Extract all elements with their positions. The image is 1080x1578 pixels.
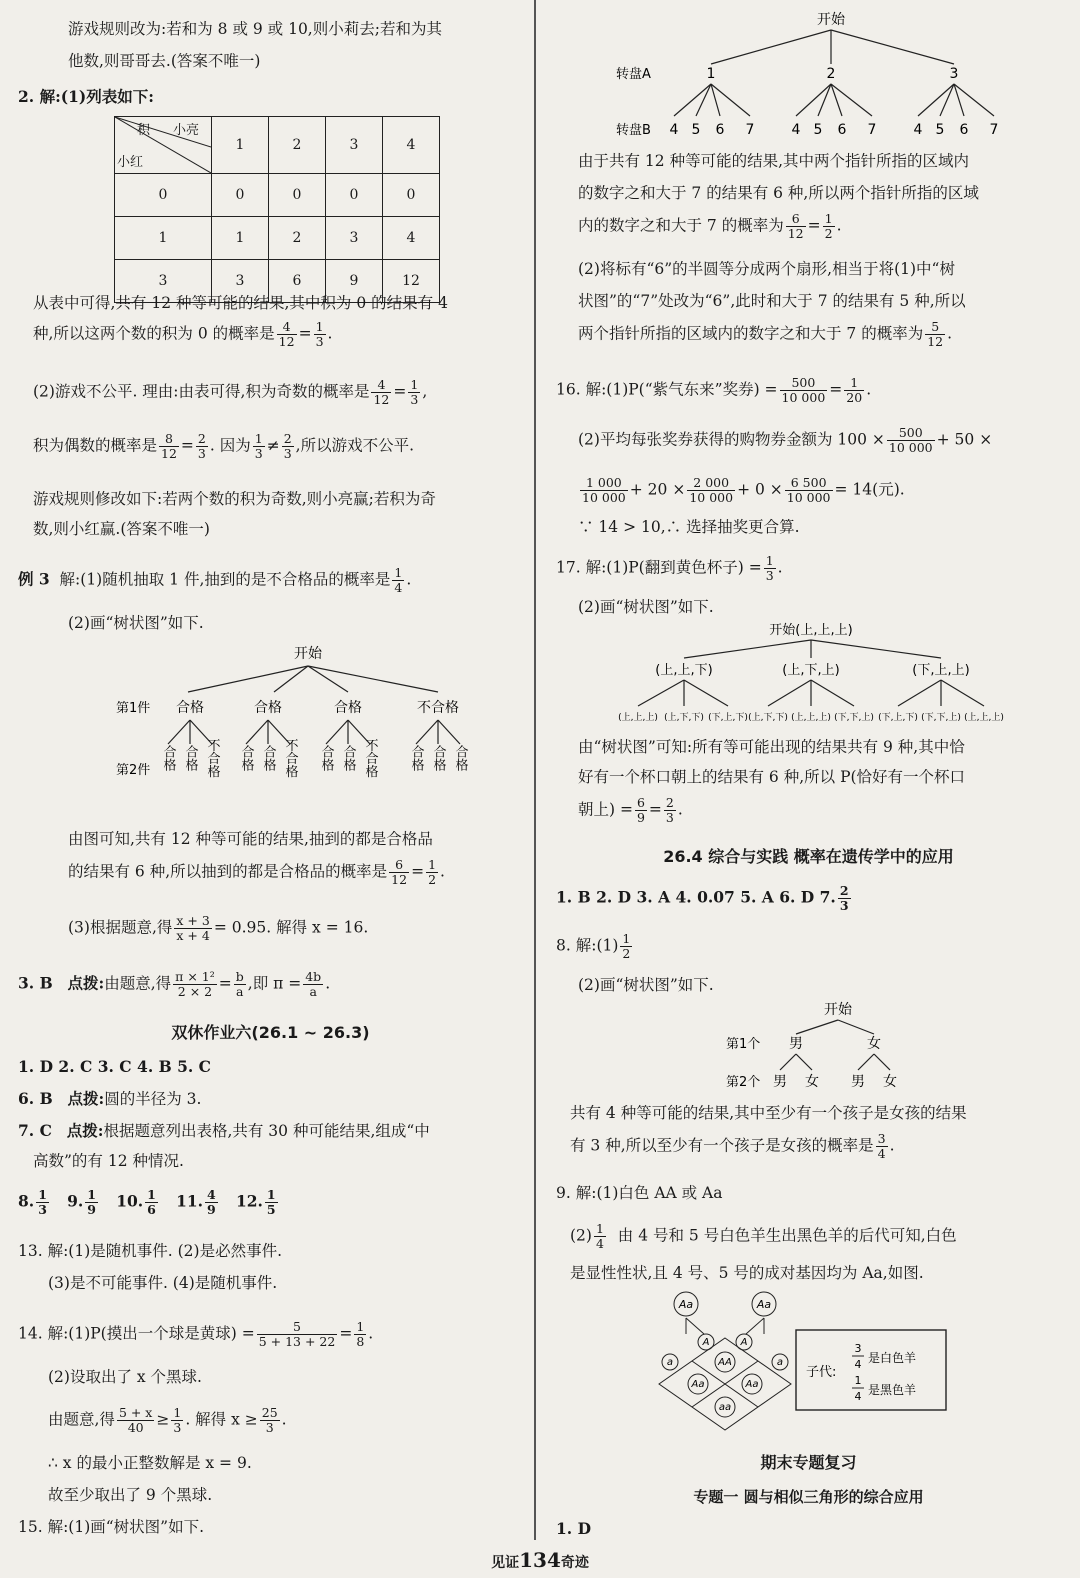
svg-text:A: A [740,1337,748,1348]
svg-text:A: A [702,1337,710,1348]
svg-text:合格: 合格 [160,745,176,771]
table-cell: 3 [212,260,269,303]
tree-node: 2 [826,66,836,82]
svg-text:(上,上,上): (上,上,上) [618,713,658,723]
text-line: 好有一个杯口朝上的结果有 6 种,所以 P(恰好有一个杯口 [578,768,966,786]
svg-text:4: 4 [913,122,923,138]
svg-text:合格: 合格 [318,745,334,771]
left-column [18,0,523,1538]
svg-text:合格: 合格 [340,745,356,771]
text-line: 游戏规则改为:若和为 8 或 9 或 10,则小莉去;若和为其 [68,20,442,38]
answer-13: 13. 解:(1)是随机事件. (2)是必然事件. [18,1242,282,1260]
text-line: $\frac{1 000}{10 000}$ + 20 × $\frac{2 000}{10 000}$ + 0 × $\frac{6 500}{10 000}$ = 14(元). [582,475,905,505]
text-line: (2)平均每张奖券获得的购物券金额为 100 × $\frac{500}{10 000}$ + 50 × [578,425,993,455]
example-3: 例 3 解:(1)随机抽取 1 件,抽到的是不合格品的概率是 $\frac{1}{4}$ . [18,565,412,595]
text-line: (3)是不可能事件. (4)是随机事件. [48,1274,278,1292]
svg-text:(下,上,下): (下,上,下) [708,713,748,723]
text-line: 高数”的有 12 种情况. [33,1152,184,1170]
answers-8-12: 8. $\frac{1}{3}$ 9. $\frac{1}{9}$ 10. $\frac{1}{6}$ 11. $\frac{4}{9}$ 12. $\frac{1}{5}$ [18,1187,276,1217]
text-line: 由“树状图”可知:所有等可能出现的结果共有 9 种,其中恰 [578,738,965,756]
svg-text:5: 5 [813,122,823,138]
question-3: 3. B 点拨:由题意,得 $\frac{\text{π × 1²}}{2 \times 2}$ = $\frac{b}{a}$ ,即 π = $\frac{4b}{a}$ . [18,969,331,999]
header-row: 小红 [117,155,144,170]
svg-text:4: 4 [854,1390,862,1403]
tree-diagram-quality [18,640,523,808]
svg-text:6: 6 [959,122,969,138]
table-col-header: 4 [383,117,440,174]
text-line: (2)设取出了 x 个黑球. [48,1368,202,1386]
svg-text:(上,上,上): (上,上,上) [964,713,1004,723]
tree-level-label: 第2个 [726,1075,761,1090]
right-column [556,0,1061,1538]
text-line: 积为偶数的概率是 $\frac{8}{12}$ = $\frac{2}{3}$ . 因为 $\frac{1}{3}$ ≠ $\frac{2}{3}$ ,所以游戏不公平. [33,431,414,461]
table-col-header: 3 [326,117,383,174]
text-line: (2)画“树状图”如下. [578,598,714,616]
section-title: 26.4 综合与实践 概率在遗传学中的应用 [663,847,954,866]
tree-node: 女 [867,1036,881,1052]
svg-text:(下,下,上): (下,下,上) [834,713,874,723]
table-row [115,217,440,260]
tree-leaves [670,122,999,138]
text-line: 两个指针所指的区域内的数字之和大于 7 的概率为 $\frac{5}{12}$ . [578,319,953,349]
tree-node: 1 [706,66,716,82]
section-subtitle: 专题一 圆与相似三角形的综合应用 [693,1488,924,1506]
svg-text:7: 7 [989,122,999,138]
svg-text:是黑色羊: 是黑色羊 [868,1383,917,1397]
svg-text:(下,下,上): (下,下,上) [921,713,961,723]
svg-text:女: 女 [805,1074,819,1090]
table-cell: 0 [212,174,269,217]
row-label: 0 [115,174,212,217]
tree-node: (下,上,上) [912,663,970,678]
text-line: ∵ 14 > 10,∴ 选择抽奖更合算. [578,518,800,536]
footer-left-text: 见证 [491,1555,520,1571]
svg-text:合格: 合格 [238,745,254,771]
tree-level-label: 转盘A [616,67,651,82]
text-line: 游戏规则修改如下:若两个数的积为奇数,则小亮赢;若积为奇 [33,490,436,508]
svg-text:(上,下,下): (上,下,下) [664,713,704,723]
svg-text:合格: 合格 [408,745,424,771]
tree-root: 开始 [817,12,845,28]
tree-level-label: 第2件 [116,763,151,778]
svg-text:是白色羊: 是白色羊 [868,1351,917,1365]
text-line: (3)根据题意,得 $\frac{x + 3}{x + 4}$ = 0.95. 解得 x = 16. [68,913,369,943]
svg-text:合格: 合格 [182,745,198,771]
tree-node: 合格 [176,700,204,716]
tree-node: 男 [789,1036,803,1052]
text-line: 故至少取出了 9 个黑球. [48,1486,213,1504]
svg-text:女: 女 [883,1074,897,1090]
tree-node: (上,下,上) [782,663,840,678]
table-cell: 12 [383,260,440,303]
tree-node: 合格 [254,700,282,716]
row-label: 1 [115,217,212,260]
column-divider [534,0,536,1540]
section-title: 双休作业六(26.1 ~ 26.3) [171,1023,370,1042]
svg-text:不合格: 不合格 [282,738,298,778]
svg-text:5: 5 [691,122,701,138]
tree-leaves [618,711,1004,723]
svg-text:7: 7 [867,122,877,138]
text-line: 数,则小红赢.(答案不唯一) [33,520,210,538]
answer-17: 17. 解:(1)P(翻到黄色杯子) = $\frac{1}{3}$ . [556,553,783,583]
table-cell: 9 [326,260,383,303]
row-label: 3 [115,260,212,303]
svg-text:1: 1 [854,1374,862,1387]
parent: Aa [678,1298,694,1311]
tree-level-label: 转盘B [616,123,651,138]
svg-text:4: 4 [854,1358,862,1371]
text-line: 由图可知,共有 12 种等可能的结果,抽到的都是合格品 [68,830,433,848]
text-line: (2)将标有“6”的半圆等分成两个扇形,相当于将(1)中“树 [578,260,955,278]
offspring [691,1357,759,1413]
legend-label: 子代: [806,1365,837,1380]
svg-text:7: 7 [745,122,755,138]
text-line: (2)画“树状图”如下. [68,614,204,632]
answer-9: 9. 解:(1)白色 AA 或 Aa [556,1184,723,1202]
product-table [114,116,440,303]
header-product: 积 [137,123,151,138]
tree-diagram-children [556,1000,1061,1094]
table-corner-cell [115,117,212,174]
answer-1: 1. D [556,1519,592,1538]
tree-node: 不合格 [417,700,459,716]
text-line: 的结果有 6 种,所以抽到的都是合格品的概率是 $\frac{6}{12}$ = $\frac{1}{2}$ . [68,857,445,887]
tree-leaves [161,739,469,778]
answers-1-7: 1. B 2. D 3. A 4. 0.07 5. A 6. D 7. $\frac{2}{3}$ [556,883,849,913]
tree-leaves [773,1074,897,1090]
tree-root: 开始(上,上,上) [769,623,853,638]
svg-text:不合格: 不合格 [362,738,378,778]
header-col: 小亮 [173,123,200,138]
page-footer [0,1548,1080,1572]
svg-text:aa: aa [718,1402,732,1413]
svg-text:5: 5 [935,122,945,138]
table-col-header: 2 [269,117,326,174]
svg-text:AA: AA [718,1357,732,1368]
table-row [115,174,440,217]
text-line: ∴ x 的最小正整数解是 x = 9. [48,1454,252,1472]
answer-6: 6. B 点拨:圆的半径为 3. [18,1089,202,1108]
tree-node: 合格 [334,700,362,716]
tree-root: 开始 [824,1002,852,1018]
text-line: 有 3 种,所以至少有一个孩子是女孩的概率是 $\frac{3}{4}$ . [570,1131,895,1161]
svg-text:(上,上,上): (上,上,上) [791,713,831,723]
text-line: (2)画“树状图”如下. [578,976,714,994]
svg-text:(上,下,下): (上,下,下) [748,713,788,723]
table-cell: 4 [383,217,440,260]
svg-text:6: 6 [715,122,725,138]
svg-text:不合格: 不合格 [204,738,220,778]
answer-7: 7. C 点拨:根据题意列出表格,共有 30 种可能结果,组成“中 [18,1121,430,1140]
text-line: (2)游戏不公平. 理由:由表可得,积为奇数的概率是 $\frac{4}{12}$ = $\frac{1}{3}$ , [33,377,428,407]
answer-15: 15. 解:(1)画“树状图”如下. [18,1518,205,1536]
tree-node: (上,上,下) [655,663,713,678]
question-2: 2. 解:(1)列表如下: [18,87,154,106]
text-line: 的数字之和大于 7 的结果有 6 种,所以两个指针所指的区域 [578,184,979,202]
table-cell: 2 [269,217,326,260]
text-line: 是显性性状,且 4 号、5 号的成对基因均为 Aa,如图. [570,1264,924,1282]
text-line: (2) $\frac{1}{4}$ 由 4 号和 5 号白色羊生出黑色羊的后代可知,白色 [570,1221,957,1251]
svg-text:合格: 合格 [430,745,446,771]
answer-8: 8. 解:(1) $\frac{1}{2}$ [556,931,631,961]
tree-level-label: 第1个 [726,1037,761,1052]
text-line: 他数,则哥哥去.(答案不唯一) [68,52,261,70]
table-col-header: 1 [212,117,269,174]
page-number: 134 [519,1548,561,1572]
table-cell: 1 [212,217,269,260]
text-line: 共有 4 种等可能的结果,其中至少有一个孩子是女孩的结果 [570,1104,967,1122]
tree-level-label: 第1件 [116,701,151,716]
table-cell: 0 [269,174,326,217]
svg-text:6: 6 [837,122,847,138]
svg-text:3: 3 [854,1342,862,1355]
tree-diagram-spinners [556,8,1061,138]
svg-text:Aa: Aa [745,1379,759,1390]
table-cell: 3 [326,217,383,260]
table-cell: 6 [269,260,326,303]
parent: Aa [756,1298,772,1311]
section-title: 期末专题复习 [760,1453,857,1472]
tree-node: 3 [949,66,959,82]
text-line: 内的数字之和大于 7 的概率为 $\frac{6}{12}$ = $\frac{1}{2}$ . [578,211,842,241]
svg-text:男: 男 [851,1074,865,1090]
text-line: 朝上) = $\frac{6}{9}$ = $\frac{2}{3}$ . [578,795,683,825]
text-line: 由题意,得 $\frac{5 + x}{40}$ ≥ $\frac{1}{3}$ . 解得 x ≥ $\frac{25}{3}$ . [48,1405,287,1435]
tree-root: 开始 [294,646,322,662]
svg-text:(下,上,下): (下,上,下) [878,713,918,723]
answer-14: 14. 解:(1)P(摸出一个球是黄球) = $\frac{5}{5 + 13 + 22}$ = $\frac{1}{8}$ . [18,1319,374,1349]
answers-1-5: 1. D 2. C 3. C 4. B 5. C [18,1057,212,1076]
text-line: 从表中可得,共有 12 种等可能的结果,其中积为 0 的结果有 4 [33,294,448,312]
footer-right-text: 奇迹 [560,1555,589,1571]
svg-text:a: a [666,1357,674,1368]
tree-diagram-cups [556,618,1061,728]
text-line: 种,所以这两个数的积为 0 的概率是 $\frac{4}{12}$ = $\frac{1}{3}$ . [33,319,333,349]
table-cell: 0 [326,174,383,217]
answer-16: 16. 解:(1)P(“紫气东来”奖券) = $\frac{500}{10 000}$ = $\frac{1}{20}$ . [556,375,872,405]
svg-text:4: 4 [669,122,679,138]
text-line: 状图”的“7”处改为“6”,此时和大于 7 的结果有 5 种,所以 [578,292,966,310]
svg-text:男: 男 [773,1074,787,1090]
svg-text:合格: 合格 [452,745,468,771]
svg-text:Aa: Aa [691,1379,705,1390]
gene-diagram [656,1290,986,1440]
table-cell: 0 [383,174,440,217]
svg-text:a: a [776,1357,784,1368]
text-line: 由于共有 12 种等可能的结果,其中两个指针所指的区域内 [578,152,970,170]
svg-text:4: 4 [791,122,801,138]
svg-text:合格: 合格 [260,745,276,771]
